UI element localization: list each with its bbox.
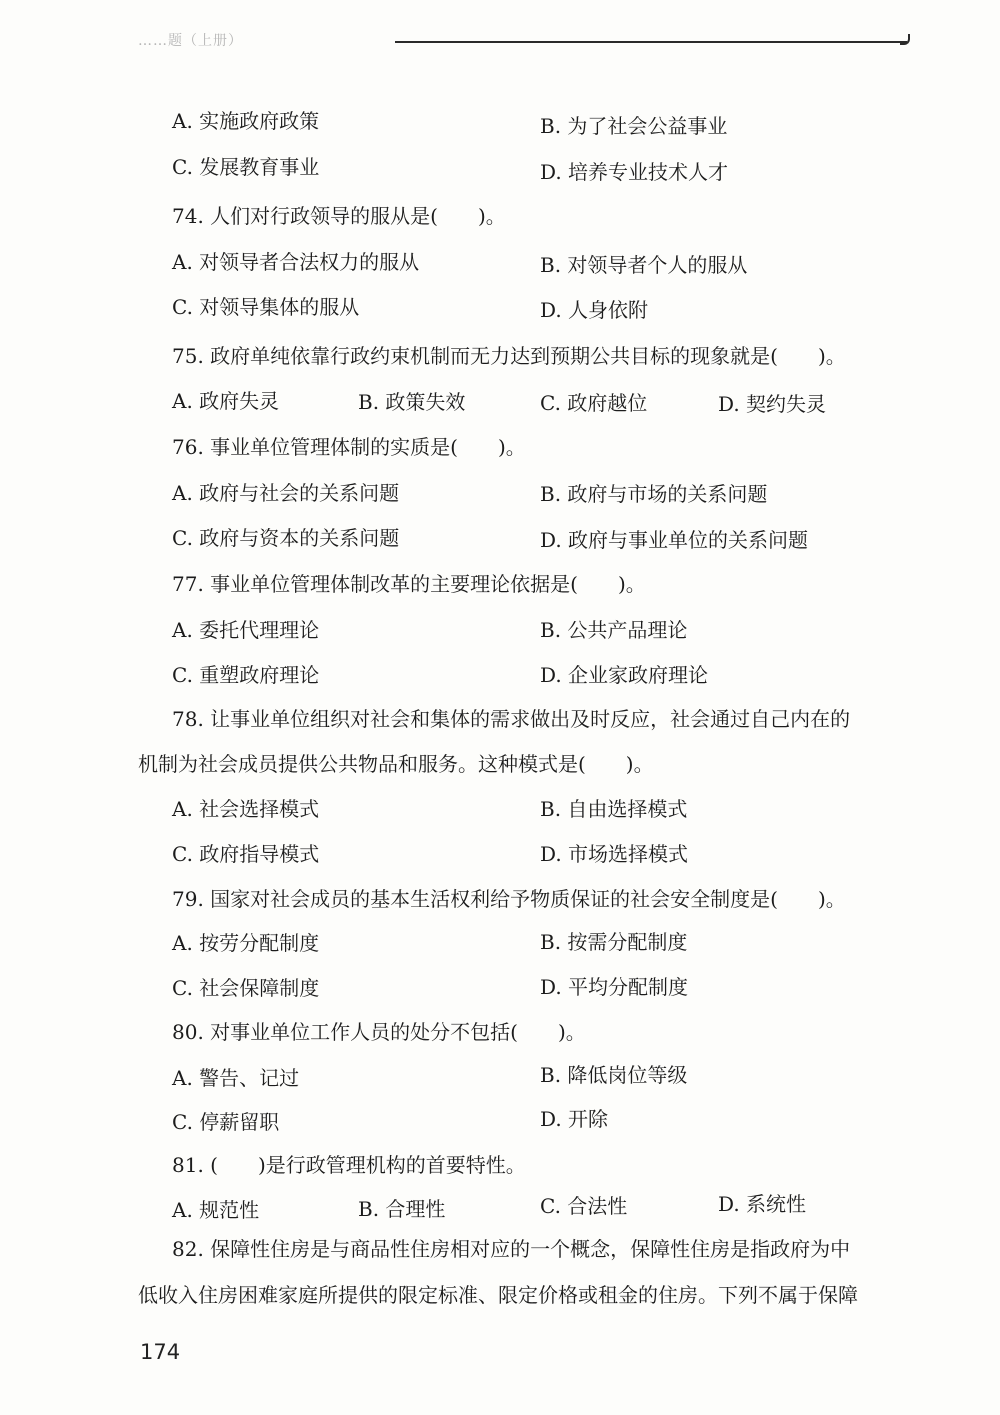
option-76-b: B. 政府与市场的关系问题 bbox=[540, 482, 768, 506]
option-75-c: C. 政府越位 bbox=[540, 391, 648, 415]
question-82-line-2: 低收入住房困难家庭所提供的限定标准、限定价格或租金的住房。下列不属于保障 bbox=[138, 1283, 858, 1307]
option-75-b: B. 政策失效 bbox=[358, 390, 466, 414]
option-74-a: A. 对领导者合法权力的服从 bbox=[172, 250, 420, 274]
option-79-b: B. 按需分配制度 bbox=[540, 930, 688, 954]
option-73-d: D. 培养专业技术人才 bbox=[540, 160, 729, 184]
question-74: 74. 人们对行政领导的服从是( )。 bbox=[172, 204, 506, 228]
option-76-d: D. 政府与事业单位的关系问题 bbox=[540, 528, 809, 552]
option-81-d: D. 系统性 bbox=[718, 1192, 807, 1216]
question-80: 80. 对事业单位工作人员的处分不包括( )。 bbox=[172, 1020, 586, 1044]
question-78-line-2: 机制为社会成员提供公共物品和服务。这种模式是( )。 bbox=[138, 752, 654, 776]
option-81-c: C. 合法性 bbox=[540, 1194, 628, 1218]
option-78-d: D. 市场选择模式 bbox=[540, 842, 689, 866]
question-77: 77. 事业单位管理体制改革的主要理论依据是( )。 bbox=[172, 572, 646, 596]
page-number: 174 bbox=[140, 1340, 181, 1364]
question-76: 76. 事业单位管理体制的实质是( )。 bbox=[172, 435, 526, 459]
option-81-b: B. 合理性 bbox=[358, 1197, 446, 1221]
option-73-c: C. 发展教育事业 bbox=[172, 155, 320, 179]
option-78-a: A. 社会选择模式 bbox=[172, 797, 320, 821]
option-77-b: B. 公共产品理论 bbox=[540, 618, 688, 642]
option-76-a: A. 政府与社会的关系问题 bbox=[172, 481, 400, 505]
option-79-a: A. 按劳分配制度 bbox=[172, 931, 320, 955]
option-74-b: B. 对领导者个人的服从 bbox=[540, 253, 748, 277]
option-80-b: B. 降低岗位等级 bbox=[540, 1063, 688, 1087]
option-79-c: C. 社会保障制度 bbox=[172, 976, 320, 1000]
question-79: 79. 国家对社会成员的基本生活权利给予物质保证的社会安全制度是( )。 bbox=[172, 887, 846, 911]
option-80-a: A. 警告、记过 bbox=[172, 1066, 300, 1090]
option-77-a: A. 委托代理理论 bbox=[172, 618, 320, 642]
option-74-c: C. 对领导集体的服从 bbox=[172, 295, 360, 319]
option-77-c: C. 重塑政府理论 bbox=[172, 663, 320, 687]
option-74-d: D. 人身依附 bbox=[540, 298, 649, 322]
question-78-line-1: 78. 让事业单位组织对社会和集体的需求做出及时反应，社会通过自己内在的 bbox=[172, 707, 851, 731]
header-faded-title: ……题（上册） bbox=[138, 33, 243, 49]
option-73-b: B. 为了社会公益事业 bbox=[540, 114, 728, 138]
option-79-d: D. 平均分配制度 bbox=[540, 975, 689, 999]
option-80-d: D. 开除 bbox=[540, 1107, 609, 1131]
option-76-c: C. 政府与资本的关系问题 bbox=[172, 526, 400, 550]
option-75-d: D. 契约失灵 bbox=[718, 392, 827, 416]
question-75: 75. 政府单纯依靠行政约束机制而无力达到预期公共目标的现象就是( )。 bbox=[172, 344, 846, 368]
option-78-c: C. 政府指导模式 bbox=[172, 842, 320, 866]
header-rule bbox=[395, 41, 907, 43]
option-77-d: D. 企业家政府理论 bbox=[540, 663, 709, 687]
question-82-line-1: 82. 保障性住房是与商品性住房相对应的一个概念，保障性住房是指政府为中 bbox=[172, 1237, 851, 1261]
question-81: 81. ( )是行政管理机构的首要特性。 bbox=[172, 1153, 526, 1177]
option-81-a: A. 规范性 bbox=[172, 1198, 260, 1222]
option-78-b: B. 自由选择模式 bbox=[540, 797, 688, 821]
option-75-a: A. 政府失灵 bbox=[172, 389, 280, 413]
option-73-a: A. 实施政府政策 bbox=[172, 109, 320, 133]
option-80-c: C. 停薪留职 bbox=[172, 1110, 280, 1134]
header-rule-hook bbox=[900, 34, 910, 45]
